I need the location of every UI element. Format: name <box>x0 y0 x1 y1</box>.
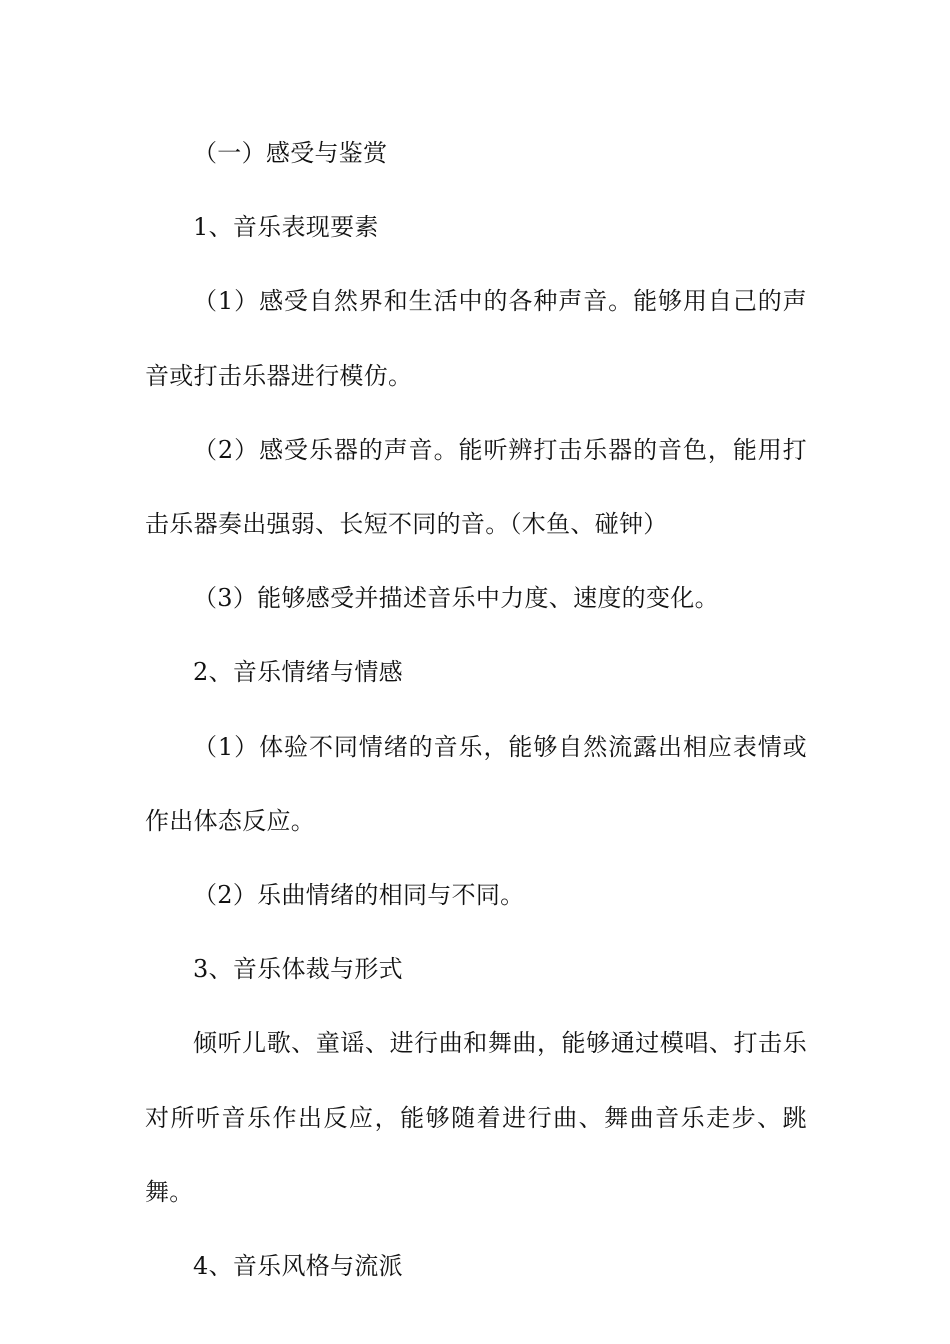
section-heading-appreciation: （一）感受与鉴赏 <box>193 139 388 167</box>
document-body <box>145 116 807 1303</box>
paragraph-listening-genres: 倾听儿歌、童谣、进行曲和舞曲，能够通过模唱、打击乐对所听音乐作出反应，能够随着进行曲、舞曲音乐走步、跳舞。 <box>145 1029 807 1206</box>
subheading-music-style: 4、音乐风格与流派 <box>193 1252 403 1281</box>
paragraph-emotion-experience: （1）体验不同情绪的音乐，能够自然流露出相应表情或作出体态反应。 <box>145 732 807 835</box>
subheading-music-genre: 3、音乐体裁与形式 <box>193 955 403 984</box>
subheading-music-elements: 1、音乐表现要素 <box>193 213 379 242</box>
paragraph-natural-sounds: （1）感受自然界和生活中的各种声音。能够用自己的声音或打击乐器进行模仿。 <box>145 287 807 390</box>
paragraph-instrument-sounds: （2）感受乐器的声音。能听辨打击乐器的音色，能用打击乐器奏出强弱、长短不同的音。（木鱼、碰钟） <box>145 435 807 539</box>
paragraph-emotion-compare: （2）乐曲情绪的相同与不同。 <box>193 881 525 910</box>
paragraph-dynamics-tempo: （3）能够感受并描述音乐中力度、速度的变化。 <box>193 584 719 613</box>
subheading-music-emotion: 2、音乐情绪与情感 <box>193 658 403 687</box>
